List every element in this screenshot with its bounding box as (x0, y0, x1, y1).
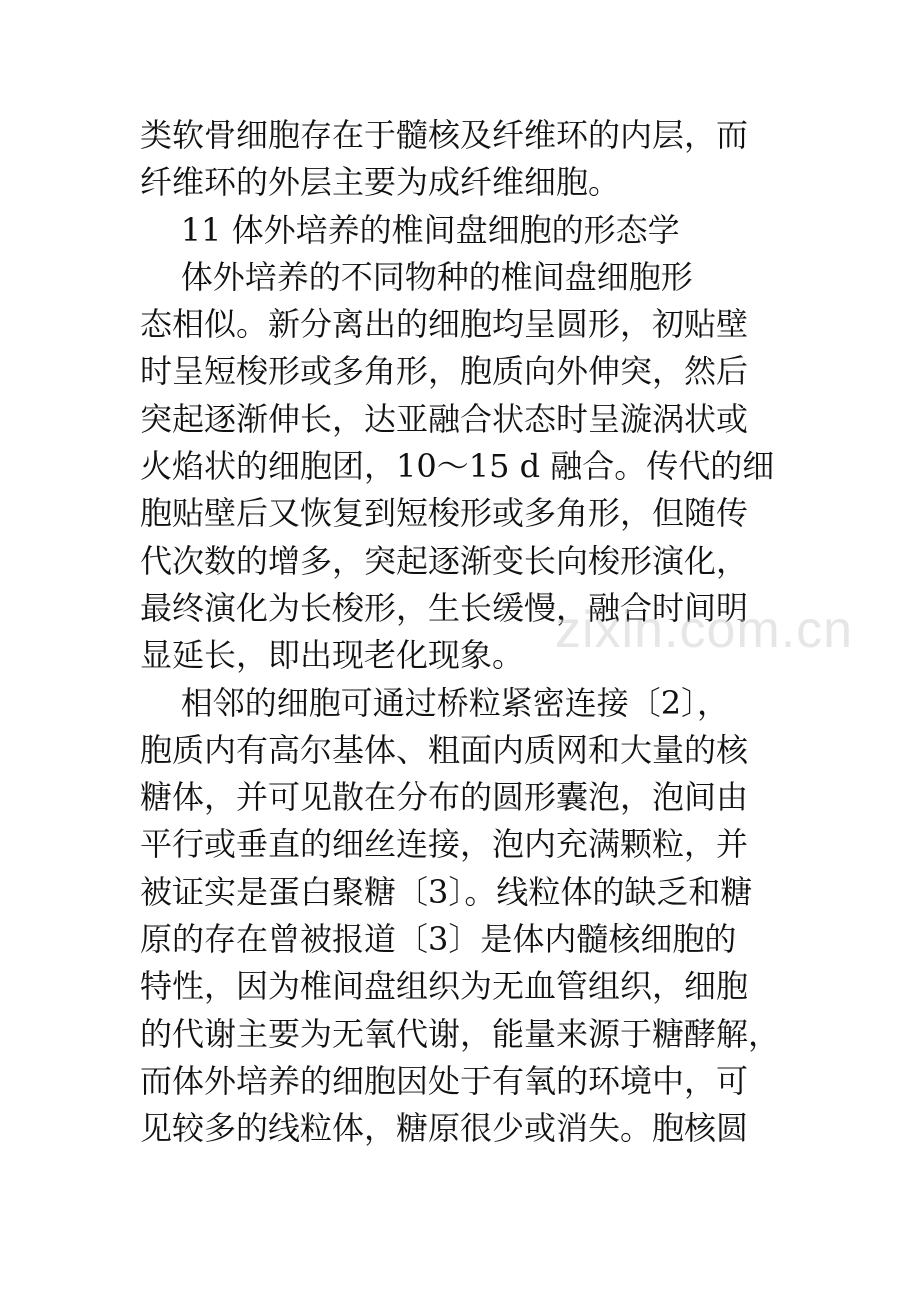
text-line: 类软骨细胞存在于髓核及纤维环的内层，而 (140, 116, 749, 154)
text-line: 代次数的增多，突起逐渐变长向梭形演化， (140, 541, 749, 580)
text-line: 态相似。新分离出的细胞均呈圆形，初贴壁 (140, 305, 749, 344)
text-line: 相邻的细胞可通过桥粒紧密连接〔2〕， (140, 683, 730, 722)
text-line: 被证实是蛋白聚糖〔3〕。线粒体的缺乏和糖 (140, 872, 753, 911)
text-line: 时呈短梭形或多角形，胞质向外伸突，然后 (140, 352, 749, 391)
body-text (140, 112, 790, 1153)
text-line: 突起逐渐伸长，达亚融合状态时呈漩涡状或 (140, 399, 749, 438)
text-line: 火焰状的细胞团，10～15 d 融合。传代的细 (140, 447, 775, 486)
text-line: 的代谢主要为无氧代谢，能量来源于糖酵解， (140, 1014, 781, 1053)
text-line: 见较多的线粒体，糖原很少或消失。胞核圆 (140, 1109, 749, 1148)
text-line: 纤维环的外层主要为成纤维细胞。 (140, 163, 621, 202)
text-line: 体外培养的不同物种的椎间盘细胞形 (140, 257, 693, 296)
text-line: 原的存在曾被报道〔3〕是体内髓核细胞的 (140, 920, 737, 959)
site-watermark: zixin.com.cn (555, 601, 854, 659)
text-line: 糖体，并可见散在分布的圆形囊泡，泡间由 (140, 778, 749, 817)
text-line: 胞质内有高尔基体、粗面内质网和大量的核 (140, 730, 749, 769)
text-line: 平行或垂直的细丝连接，泡内充满颗粒，并 (140, 825, 749, 864)
section-heading: 11 体外培养的椎间盘细胞的形态学 (140, 210, 680, 249)
text-line: 最终演化为长梭形，生长缓慢，融合时间明 (140, 588, 749, 627)
text-line: 胞贴壁后又恢复到短梭形或多角形，但随传 (140, 494, 749, 533)
text-line: 显延长，即出现老化现象。 (140, 636, 525, 675)
text-line: 而体外培养的细胞因处于有氧的环境中，可 (140, 1061, 749, 1100)
text-line: 特性，因为椎间盘组织为无血管组织，细胞 (140, 967, 749, 1006)
